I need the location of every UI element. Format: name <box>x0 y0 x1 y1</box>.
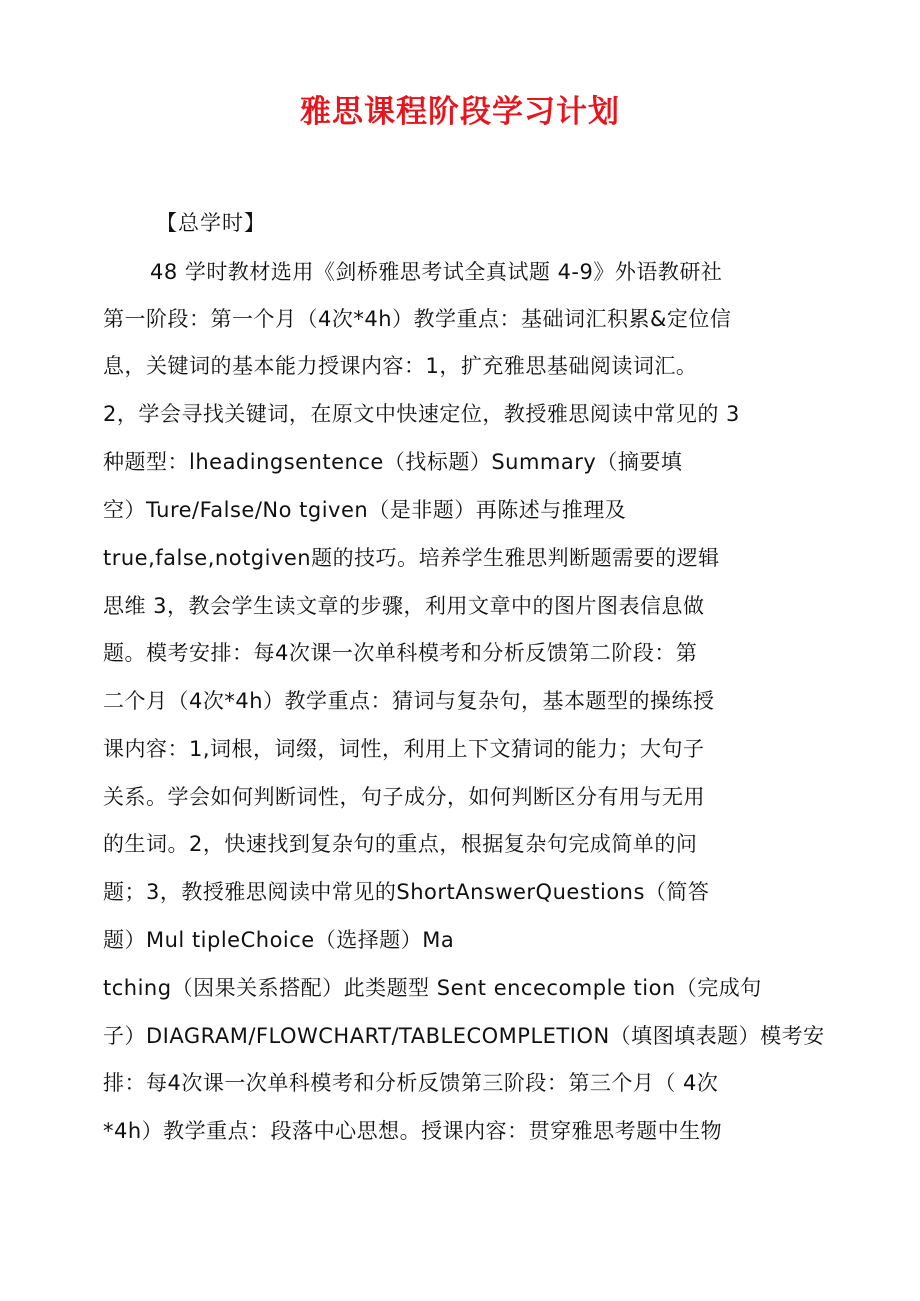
body-line: 子）DIAGRAM/FLOWCHART/TABLECOMPLETION（填图填表题）模考安 <box>103 1024 825 1048</box>
body-line: 息，关键词的基本能力授课内容：1，扩充雅思基础阅读词汇。 <box>103 354 698 378</box>
body-line: 关系。学会如何判断词性，句子成分，如何判断区分有用与无用 <box>103 785 705 809</box>
body-line: 空）Ture/False/No tgiven（是非题）再陈述与推理及 <box>103 498 627 522</box>
body-line: 第一阶段：第一个月（4次*4h）教学重点：基础词汇积累&定位信 <box>103 307 732 331</box>
body-line: 题；3，教授雅思阅读中常见的ShortAnswerQuestions（简答 <box>103 880 710 904</box>
body-line: 课内容：1,词根，词缀，词性，利用上下文猜词的能力；大句子 <box>103 737 705 761</box>
body-line: 的生词。2，快速找到复杂句的重点，根据复杂句完成简单的问 <box>103 832 698 856</box>
body-line: 种题型：lheadingsentence（找标题）Summary（摘要填 <box>103 450 683 474</box>
body-line: 2，学会寻找关键词，在原文中快速定位，教授雅思阅读中常见的 3 <box>103 402 740 426</box>
body-line: 题。模考安排：每4次课一次单科模考和分析反馈第二阶段：第 <box>103 641 698 665</box>
body-line: true,false,notgiven题的技巧。培养学生雅思判断题需要的逻辑 <box>103 546 720 570</box>
body-line: tching（因果关系搭配）此类题型 Sent encecomple tion（完成句 <box>103 976 762 1000</box>
body-line: *4h）教学重点：段落中心思想。授课内容：贯穿雅思考题中生物 <box>103 1119 723 1143</box>
section-heading-total-hours: 【总学时】 <box>156 211 266 235</box>
body-line: 二个月（4次*4h）教学重点：猜词与复杂句，基本题型的操练授 <box>103 689 715 713</box>
body-line: 排：每4次课一次单科模考和分析反馈第三阶段：第三个月（ 4次 <box>103 1071 719 1095</box>
body-line: 48 学时教材选用《剑桥雅思考试全真试题 4-9》外语教研社 <box>150 260 723 284</box>
body-line: 题）Mul tipleChoice（选择题）Ma <box>103 928 455 952</box>
body-line: 思维 3，教会学生读文章的步骤，利用文章中的图片图表信息做 <box>103 594 705 618</box>
document-title: 雅思课程阶段学习计划 <box>300 94 620 130</box>
